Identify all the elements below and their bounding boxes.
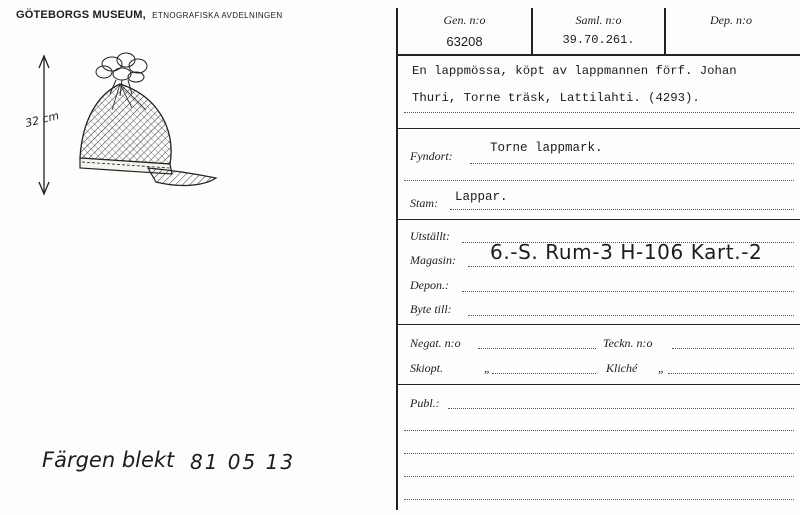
saml-value: 39.70.261. — [562, 33, 635, 47]
header-rule — [396, 54, 800, 56]
negat-dotline — [478, 348, 596, 349]
magasin-label: Magasin: — [410, 253, 456, 267]
fyndort-label: Fyndort: — [410, 149, 453, 163]
kliche-ditto: „ — [658, 361, 665, 375]
byte-label: Byte till: — [410, 302, 452, 316]
stam-dotline — [450, 209, 794, 210]
skiopt-label: Skiopt. — [410, 361, 443, 375]
magasin-value: 6.-S. Rum-3 H-106 Kart.-2 — [490, 240, 763, 264]
cap-sketch — [80, 84, 216, 185]
skiopt-ditto: „ — [484, 361, 491, 375]
utstallt-label: Utställt: — [410, 229, 451, 243]
fyndort-dotline-2 — [404, 180, 794, 181]
faded-note: Färgen blekt — [42, 448, 175, 472]
negat-label: Negat. n:o — [410, 336, 461, 350]
saml-label: Saml. n:o — [575, 13, 622, 27]
teckn-dotline — [672, 348, 794, 349]
magasin-dotline — [468, 266, 794, 267]
hat-sketch — [20, 50, 230, 210]
publ-dotline-1 — [448, 408, 794, 409]
gen-value: 63208 — [446, 34, 483, 49]
card-left-border — [396, 8, 398, 510]
publ-dotline-5 — [404, 499, 794, 500]
dep-label: Dep. n:o — [710, 13, 752, 27]
date-note: 81 05 13 — [190, 450, 296, 474]
description-dotline — [404, 112, 794, 113]
rule-description — [396, 128, 800, 129]
depon-label: Depon.: — [410, 278, 449, 292]
publ-dotline-2 — [404, 430, 794, 431]
depon-dotline — [462, 291, 794, 292]
gen-label: Gen. n:o — [443, 13, 486, 27]
teckn-label: Teckn. n:o — [603, 336, 653, 350]
byte-dotline — [468, 315, 794, 316]
fyndort-dotline — [470, 163, 794, 164]
rule-media — [396, 384, 800, 385]
stam-label: Stam: — [410, 196, 438, 210]
kliche-dotline — [668, 373, 794, 374]
stam-value: Lappar. — [455, 190, 508, 204]
museum-name: GÖTEBORGS MUSEUM, — [16, 9, 146, 21]
description-line-1: En lappmössa, köpt av lappmannen förf. Johan — [412, 64, 737, 78]
publ-dotline-3 — [404, 453, 794, 454]
fyndort-value: Torne lappmark. — [490, 141, 603, 155]
description-line-2: Thuri, Torne träsk, Lattilahti. (4293). — [412, 91, 700, 105]
publ-label: Publ.: — [410, 396, 440, 410]
rule-stam — [396, 219, 800, 220]
height-note: 32 cm — [23, 109, 61, 130]
kliche-label: Kliché — [606, 361, 638, 375]
publ-dotline-4 — [404, 476, 794, 477]
rule-storage — [396, 324, 800, 325]
skiopt-dotline — [492, 373, 596, 374]
department-name: ETNOGRAFISKA AVDELNINGEN — [152, 11, 283, 20]
museum-header — [16, 9, 283, 21]
